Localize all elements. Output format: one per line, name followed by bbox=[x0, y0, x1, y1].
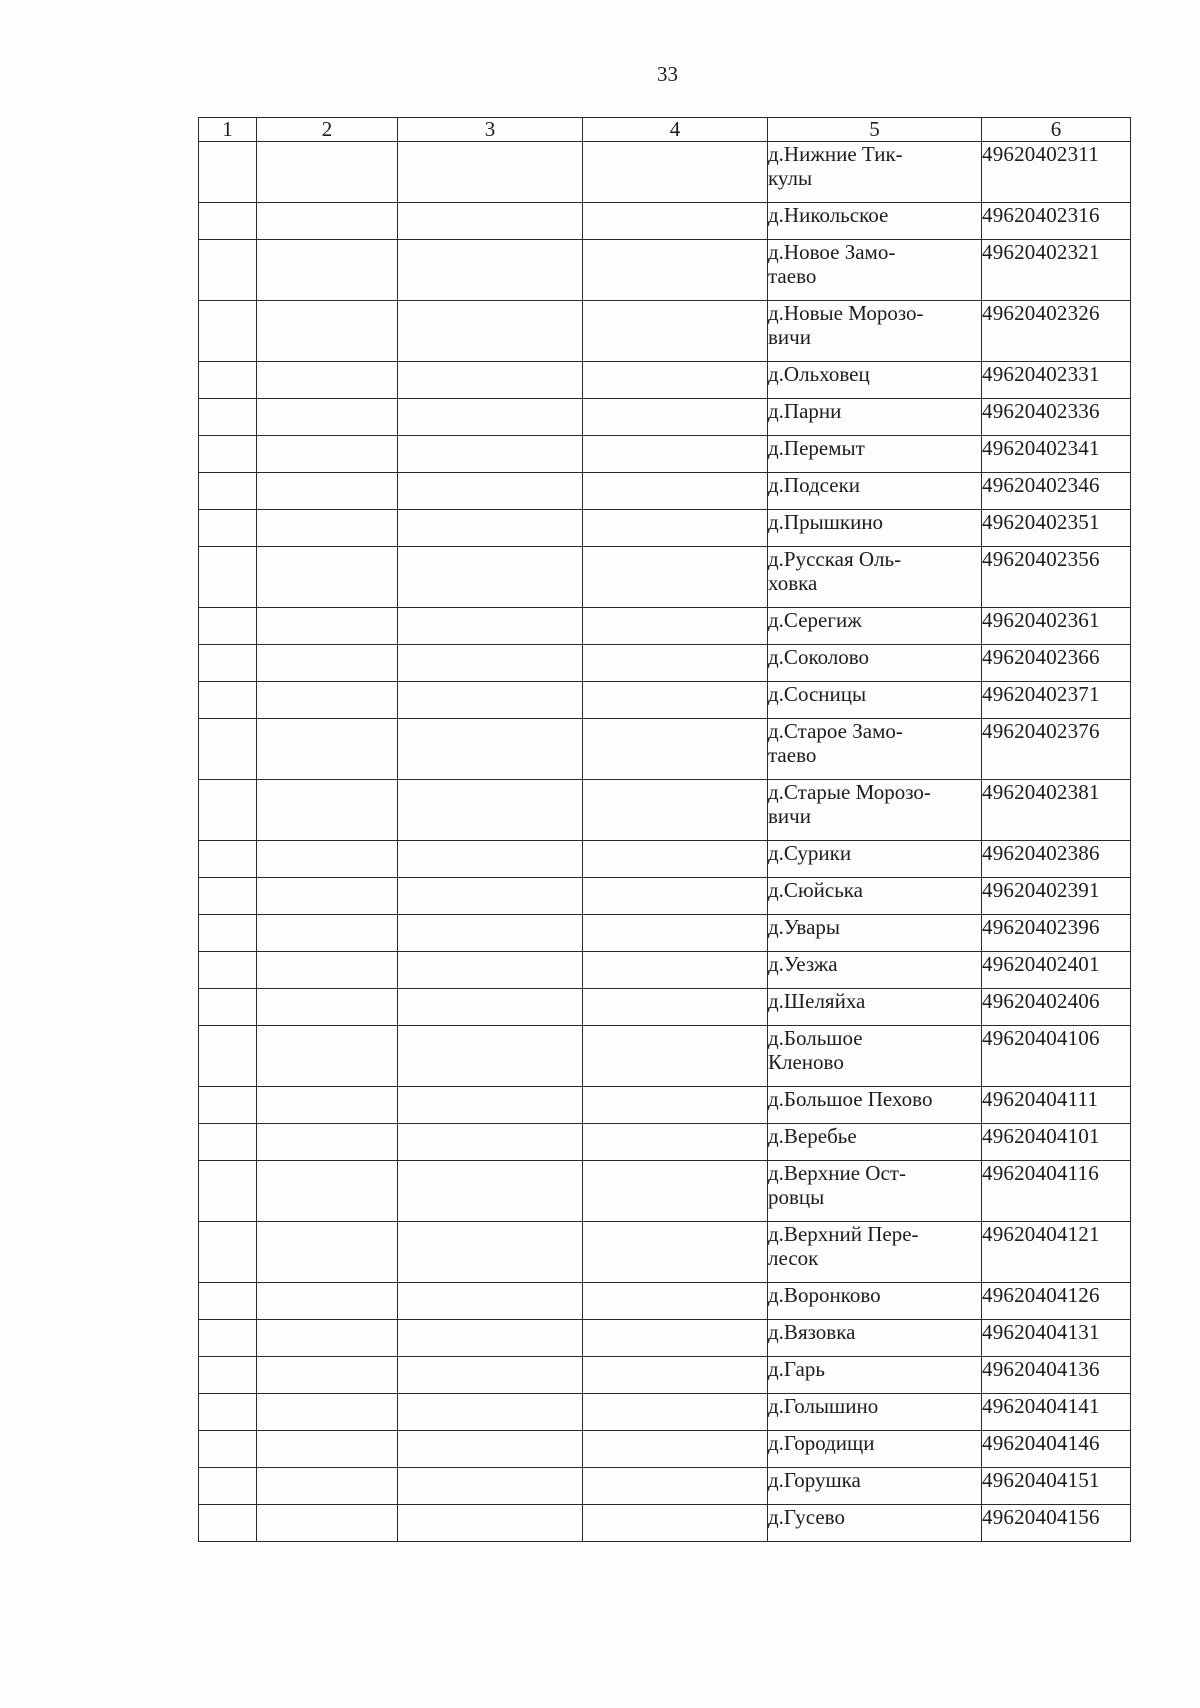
empty-cell-col-2 bbox=[257, 1026, 398, 1087]
empty-cell-col-1 bbox=[199, 1431, 257, 1468]
empty-cell-col-2 bbox=[257, 510, 398, 547]
empty-cell-col-4 bbox=[583, 608, 768, 645]
oktmo-code: 49620402366 bbox=[982, 645, 1131, 682]
oktmo-code: 49620402346 bbox=[982, 473, 1131, 510]
empty-cell-col-4 bbox=[583, 878, 768, 915]
empty-cell-col-4 bbox=[583, 1124, 768, 1161]
table-row bbox=[199, 203, 1131, 240]
table-row bbox=[199, 1394, 1131, 1431]
empty-cell-col-1 bbox=[199, 1320, 257, 1357]
empty-cell-col-2 bbox=[257, 1087, 398, 1124]
empty-cell-col-4 bbox=[583, 1505, 768, 1542]
empty-cell-col-4 bbox=[583, 547, 768, 608]
empty-cell-col-2 bbox=[257, 1222, 398, 1283]
oktmo-code: 49620404151 bbox=[982, 1468, 1131, 1505]
empty-cell-col-4 bbox=[583, 362, 768, 399]
settlement-name: д.Ольховец bbox=[768, 362, 982, 399]
settlement-name: д.Сосницы bbox=[768, 682, 982, 719]
table-row bbox=[199, 1222, 1131, 1283]
settlement-name: д.Новые Морозо- вичи bbox=[768, 301, 982, 362]
empty-cell-col-3 bbox=[398, 989, 583, 1026]
oktmo-code: 49620402396 bbox=[982, 915, 1131, 952]
empty-cell-col-3 bbox=[398, 1505, 583, 1542]
settlement-name: д.Серегиж bbox=[768, 608, 982, 645]
oktmo-code: 49620402371 bbox=[982, 682, 1131, 719]
empty-cell-col-3 bbox=[398, 608, 583, 645]
empty-cell-col-3 bbox=[398, 510, 583, 547]
oktmo-code: 49620404141 bbox=[982, 1394, 1131, 1431]
column-header-5: 5 bbox=[768, 118, 982, 142]
empty-cell-col-1 bbox=[199, 362, 257, 399]
oktmo-code: 49620402331 bbox=[982, 362, 1131, 399]
table-row bbox=[199, 1283, 1131, 1320]
empty-cell-col-1 bbox=[199, 841, 257, 878]
empty-cell-col-2 bbox=[257, 952, 398, 989]
table-row bbox=[199, 1124, 1131, 1161]
empty-cell-col-3 bbox=[398, 142, 583, 203]
table-row bbox=[199, 1505, 1131, 1542]
empty-cell-col-1 bbox=[199, 1468, 257, 1505]
empty-cell-col-1 bbox=[199, 240, 257, 301]
empty-cell-col-3 bbox=[398, 952, 583, 989]
empty-cell-col-2 bbox=[257, 362, 398, 399]
settlement-name: д.Гарь bbox=[768, 1357, 982, 1394]
table-row bbox=[199, 510, 1131, 547]
empty-cell-col-2 bbox=[257, 1431, 398, 1468]
table-header-row bbox=[199, 118, 1131, 142]
empty-cell-col-2 bbox=[257, 608, 398, 645]
empty-cell-col-2 bbox=[257, 203, 398, 240]
table-row bbox=[199, 719, 1131, 780]
empty-cell-col-4 bbox=[583, 645, 768, 682]
empty-cell-col-1 bbox=[199, 436, 257, 473]
empty-cell-col-3 bbox=[398, 240, 583, 301]
oktmo-code: 49620402401 bbox=[982, 952, 1131, 989]
settlement-name: д.Парни bbox=[768, 399, 982, 436]
empty-cell-col-1 bbox=[199, 645, 257, 682]
empty-cell-col-4 bbox=[583, 510, 768, 547]
oktmo-code: 49620402311 bbox=[982, 142, 1131, 203]
empty-cell-col-4 bbox=[583, 1468, 768, 1505]
table-row bbox=[199, 1026, 1131, 1087]
table-row bbox=[199, 1357, 1131, 1394]
oktmo-code: 49620402376 bbox=[982, 719, 1131, 780]
table-row bbox=[199, 780, 1131, 841]
settlement-name: д.Городищи bbox=[768, 1431, 982, 1468]
empty-cell-col-4 bbox=[583, 1394, 768, 1431]
table-row bbox=[199, 841, 1131, 878]
empty-cell-col-4 bbox=[583, 473, 768, 510]
empty-cell-col-1 bbox=[199, 1222, 257, 1283]
settlement-name: д.Гусево bbox=[768, 1505, 982, 1542]
empty-cell-col-2 bbox=[257, 1468, 398, 1505]
empty-cell-col-1 bbox=[199, 1124, 257, 1161]
empty-cell-col-3 bbox=[398, 645, 583, 682]
empty-cell-col-2 bbox=[257, 1161, 398, 1222]
oktmo-code: 49620402326 bbox=[982, 301, 1131, 362]
empty-cell-col-2 bbox=[257, 1505, 398, 1542]
table-row bbox=[199, 645, 1131, 682]
settlement-name: д.Старое Замо- таево bbox=[768, 719, 982, 780]
empty-cell-col-1 bbox=[199, 608, 257, 645]
empty-cell-col-2 bbox=[257, 1124, 398, 1161]
empty-cell-col-3 bbox=[398, 547, 583, 608]
settlement-name: д.Новое Замо- таево bbox=[768, 240, 982, 301]
empty-cell-col-2 bbox=[257, 399, 398, 436]
settlements-table bbox=[198, 117, 1131, 1542]
empty-cell-col-3 bbox=[398, 1222, 583, 1283]
oktmo-code: 49620402391 bbox=[982, 878, 1131, 915]
empty-cell-col-2 bbox=[257, 645, 398, 682]
page-number: 33 bbox=[657, 62, 678, 86]
empty-cell-col-1 bbox=[199, 1283, 257, 1320]
empty-cell-col-3 bbox=[398, 1431, 583, 1468]
empty-cell-col-2 bbox=[257, 878, 398, 915]
table-row bbox=[199, 547, 1131, 608]
empty-cell-col-1 bbox=[199, 952, 257, 989]
settlement-name: д.Соколово bbox=[768, 645, 982, 682]
empty-cell-col-4 bbox=[583, 841, 768, 878]
table-row bbox=[199, 952, 1131, 989]
empty-cell-col-3 bbox=[398, 362, 583, 399]
empty-cell-col-3 bbox=[398, 1087, 583, 1124]
empty-cell-col-2 bbox=[257, 240, 398, 301]
empty-cell-col-1 bbox=[199, 780, 257, 841]
settlement-name: д.Русская Оль- ховка bbox=[768, 547, 982, 608]
empty-cell-col-4 bbox=[583, 682, 768, 719]
oktmo-code: 49620402316 bbox=[982, 203, 1131, 240]
empty-cell-col-1 bbox=[199, 203, 257, 240]
empty-cell-col-2 bbox=[257, 436, 398, 473]
empty-cell-col-2 bbox=[257, 1320, 398, 1357]
empty-cell-col-4 bbox=[583, 301, 768, 362]
empty-cell-col-1 bbox=[199, 547, 257, 608]
column-header-1: 1 bbox=[199, 118, 257, 142]
table-row bbox=[199, 1320, 1131, 1357]
oktmo-code: 49620404101 bbox=[982, 1124, 1131, 1161]
empty-cell-col-1 bbox=[199, 915, 257, 952]
table-row bbox=[199, 1468, 1131, 1505]
empty-cell-col-2 bbox=[257, 989, 398, 1026]
empty-cell-col-3 bbox=[398, 436, 583, 473]
empty-cell-col-3 bbox=[398, 473, 583, 510]
empty-cell-col-3 bbox=[398, 878, 583, 915]
empty-cell-col-3 bbox=[398, 841, 583, 878]
settlement-name: д.Сюйська bbox=[768, 878, 982, 915]
empty-cell-col-1 bbox=[199, 1505, 257, 1542]
empty-cell-col-2 bbox=[257, 719, 398, 780]
empty-cell-col-2 bbox=[257, 473, 398, 510]
empty-cell-col-3 bbox=[398, 780, 583, 841]
oktmo-code: 49620404131 bbox=[982, 1320, 1131, 1357]
empty-cell-col-1 bbox=[199, 1357, 257, 1394]
table-row bbox=[199, 142, 1131, 203]
column-header-4: 4 bbox=[583, 118, 768, 142]
oktmo-code: 49620402381 bbox=[982, 780, 1131, 841]
oktmo-code: 49620402356 bbox=[982, 547, 1131, 608]
empty-cell-col-1 bbox=[199, 878, 257, 915]
empty-cell-col-3 bbox=[398, 1468, 583, 1505]
empty-cell-col-4 bbox=[583, 915, 768, 952]
empty-cell-col-3 bbox=[398, 719, 583, 780]
oktmo-code: 49620404146 bbox=[982, 1431, 1131, 1468]
empty-cell-col-1 bbox=[199, 1087, 257, 1124]
table-row bbox=[199, 1161, 1131, 1222]
settlement-name: д.Шеляйха bbox=[768, 989, 982, 1026]
table-row bbox=[199, 301, 1131, 362]
empty-cell-col-2 bbox=[257, 1283, 398, 1320]
empty-cell-col-1 bbox=[199, 1161, 257, 1222]
empty-cell-col-2 bbox=[257, 682, 398, 719]
table-row bbox=[199, 1087, 1131, 1124]
empty-cell-col-1 bbox=[199, 682, 257, 719]
empty-cell-col-1 bbox=[199, 399, 257, 436]
empty-cell-col-2 bbox=[257, 301, 398, 362]
settlement-name: д.Воронково bbox=[768, 1283, 982, 1320]
settlement-name: д.Горушка bbox=[768, 1468, 982, 1505]
empty-cell-col-3 bbox=[398, 203, 583, 240]
empty-cell-col-4 bbox=[583, 1357, 768, 1394]
empty-cell-col-1 bbox=[199, 719, 257, 780]
oktmo-code: 49620402336 bbox=[982, 399, 1131, 436]
settlement-name: д.Веребье bbox=[768, 1124, 982, 1161]
oktmo-code: 49620404111 bbox=[982, 1087, 1131, 1124]
table-row bbox=[199, 1431, 1131, 1468]
empty-cell-col-3 bbox=[398, 1357, 583, 1394]
settlement-name: д.Верхний Пере- лесок bbox=[768, 1222, 982, 1283]
settlement-name: д.Уезжа bbox=[768, 952, 982, 989]
oktmo-code: 49620404116 bbox=[982, 1161, 1131, 1222]
empty-cell-col-4 bbox=[583, 719, 768, 780]
empty-cell-col-4 bbox=[583, 1431, 768, 1468]
empty-cell-col-4 bbox=[583, 952, 768, 989]
empty-cell-col-4 bbox=[583, 780, 768, 841]
table-row bbox=[199, 362, 1131, 399]
table-row bbox=[199, 240, 1131, 301]
settlement-name: д.Сурики bbox=[768, 841, 982, 878]
empty-cell-col-1 bbox=[199, 1394, 257, 1431]
table-row bbox=[199, 682, 1131, 719]
settlement-name: д.Нижние Тик- кулы bbox=[768, 142, 982, 203]
settlement-name: д.Перемыт bbox=[768, 436, 982, 473]
table-row bbox=[199, 436, 1131, 473]
empty-cell-col-2 bbox=[257, 780, 398, 841]
empty-cell-col-3 bbox=[398, 301, 583, 362]
oktmo-code: 49620402386 bbox=[982, 841, 1131, 878]
oktmo-code: 49620402321 bbox=[982, 240, 1131, 301]
empty-cell-col-4 bbox=[583, 1087, 768, 1124]
empty-cell-col-1 bbox=[199, 301, 257, 362]
empty-cell-col-3 bbox=[398, 399, 583, 436]
empty-cell-col-4 bbox=[583, 1283, 768, 1320]
empty-cell-col-1 bbox=[199, 142, 257, 203]
empty-cell-col-2 bbox=[257, 841, 398, 878]
empty-cell-col-3 bbox=[398, 1026, 583, 1087]
empty-cell-col-4 bbox=[583, 1320, 768, 1357]
empty-cell-col-1 bbox=[199, 510, 257, 547]
empty-cell-col-4 bbox=[583, 1026, 768, 1087]
empty-cell-col-3 bbox=[398, 915, 583, 952]
settlement-name: д.Старые Морозо- вичи bbox=[768, 780, 982, 841]
settlement-name: д.Подсеки bbox=[768, 473, 982, 510]
table-row bbox=[199, 915, 1131, 952]
oktmo-code: 49620404126 bbox=[982, 1283, 1131, 1320]
empty-cell-col-4 bbox=[583, 399, 768, 436]
empty-cell-col-3 bbox=[398, 682, 583, 719]
empty-cell-col-1 bbox=[199, 989, 257, 1026]
empty-cell-col-4 bbox=[583, 240, 768, 301]
empty-cell-col-3 bbox=[398, 1394, 583, 1431]
empty-cell-col-4 bbox=[583, 1161, 768, 1222]
empty-cell-col-1 bbox=[199, 473, 257, 510]
table-row bbox=[199, 473, 1131, 510]
oktmo-code: 49620404156 bbox=[982, 1505, 1131, 1542]
empty-cell-col-4 bbox=[583, 142, 768, 203]
empty-cell-col-4 bbox=[583, 989, 768, 1026]
settlement-name: д.Увары bbox=[768, 915, 982, 952]
oktmo-code: 49620402351 bbox=[982, 510, 1131, 547]
settlement-name: д.Верхние Ост- ровцы bbox=[768, 1161, 982, 1222]
empty-cell-col-2 bbox=[257, 1394, 398, 1431]
oktmo-code: 49620402341 bbox=[982, 436, 1131, 473]
settlement-name: д.Никольское bbox=[768, 203, 982, 240]
settlement-name: д.Голышино bbox=[768, 1394, 982, 1431]
empty-cell-col-3 bbox=[398, 1320, 583, 1357]
empty-cell-col-4 bbox=[583, 436, 768, 473]
oktmo-code: 49620402406 bbox=[982, 989, 1131, 1026]
table-row bbox=[199, 399, 1131, 436]
oktmo-code: 49620404121 bbox=[982, 1222, 1131, 1283]
settlement-name: д.Большое Кленово bbox=[768, 1026, 982, 1087]
empty-cell-col-3 bbox=[398, 1124, 583, 1161]
empty-cell-col-4 bbox=[583, 1222, 768, 1283]
empty-cell-col-2 bbox=[257, 1357, 398, 1394]
empty-cell-col-1 bbox=[199, 1026, 257, 1087]
oktmo-code: 49620404136 bbox=[982, 1357, 1131, 1394]
empty-cell-col-2 bbox=[257, 547, 398, 608]
empty-cell-col-2 bbox=[257, 142, 398, 203]
empty-cell-col-3 bbox=[398, 1283, 583, 1320]
empty-cell-col-4 bbox=[583, 203, 768, 240]
table-body bbox=[199, 142, 1131, 1542]
table-row bbox=[199, 878, 1131, 915]
oktmo-code: 49620402361 bbox=[982, 608, 1131, 645]
settlement-name: д.Большое Пехово bbox=[768, 1087, 982, 1124]
empty-cell-col-3 bbox=[398, 1161, 583, 1222]
settlement-name: д.Вязовка bbox=[768, 1320, 982, 1357]
column-header-6: 6 bbox=[982, 118, 1131, 142]
column-header-2: 2 bbox=[257, 118, 398, 142]
empty-cell-col-2 bbox=[257, 915, 398, 952]
oktmo-code: 49620404106 bbox=[982, 1026, 1131, 1087]
table-row bbox=[199, 989, 1131, 1026]
column-header-3: 3 bbox=[398, 118, 583, 142]
table-row bbox=[199, 608, 1131, 645]
settlement-name: д.Прышкино bbox=[768, 510, 982, 547]
